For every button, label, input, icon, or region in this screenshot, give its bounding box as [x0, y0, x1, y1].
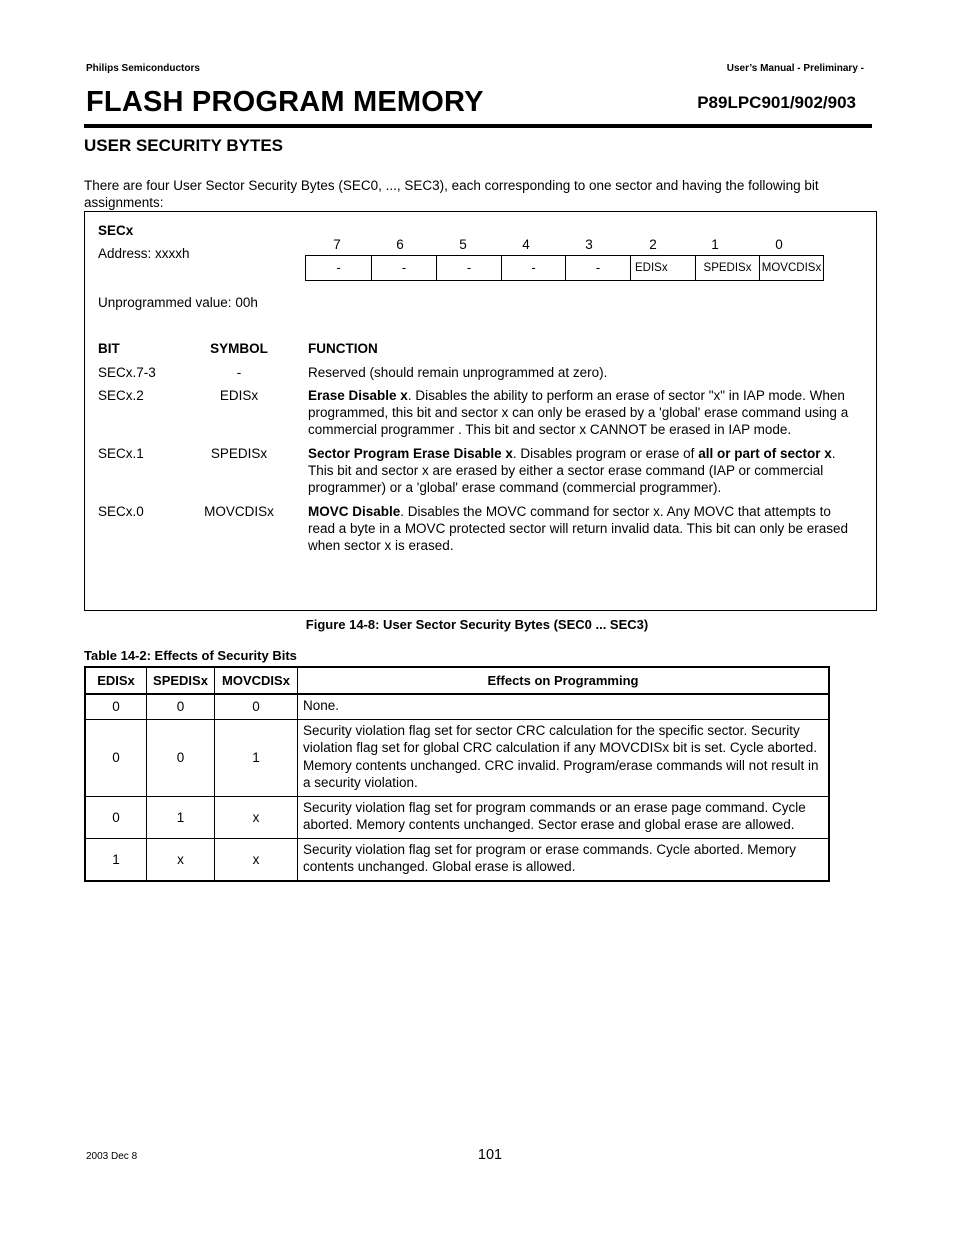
cell-movcdisx: 0 — [215, 694, 298, 719]
header-edisx: EDISx — [85, 667, 147, 694]
header-effects: Effects on Programming — [298, 667, 830, 694]
function-text: . Disables the MOVC command for sector x. Any MOVC that attempts to read a byte in a MOVC protected sector will return invalid data. This bit can only be erased when sector x is erased. — [308, 504, 849, 553]
bit-row-function — [308, 445, 860, 496]
intro-paragraph: There are four User Sector Security Bytes (SEC0, ..., SEC3), each corresponding to one sector and having the following bit assignments: — [84, 178, 819, 210]
cell-spedisx: 0 — [147, 694, 215, 719]
cell-spedisx: 1 — [147, 796, 215, 838]
col-header-function: FUNCTION — [308, 341, 378, 356]
col-header-bit: BIT — [98, 341, 120, 356]
header-rule — [84, 124, 872, 128]
function-emphasis: all or part of sector x — [698, 446, 832, 461]
bit-row-symbol: - — [236, 365, 242, 380]
part-number: P89LPC901/902/903 — [697, 93, 856, 112]
bit-number-5: 5 — [459, 237, 467, 252]
cell-effects: Security violation flag set for program commands or an erase page command. Cycle aborted. Memory contents unchanged. Sector erase and global erase are allowed. — [298, 796, 830, 838]
bit-row-bit: SECx.7-3 — [98, 365, 156, 380]
bit-number-1: 1 — [711, 237, 719, 252]
company-name: Philips Semiconductors — [86, 63, 200, 74]
bit-row-function — [308, 387, 860, 438]
header-spedisx: SPEDISx — [147, 667, 215, 694]
bit-field-row — [305, 255, 824, 281]
cell-movcdisx: x — [215, 838, 298, 881]
cell-movcdisx: x — [215, 796, 298, 838]
bit-number-4: 4 — [522, 237, 530, 252]
register-name: SECx — [98, 223, 134, 238]
cell-movcdisx: 1 — [215, 719, 298, 796]
cell-effects: Security violation flag set for sector CRC calculation for the specific sector. Security violation flag set for global CRC calculation if any MOVCDISx bit is set. Cycle aborted. Memory contents unchanged. CRC invalid. Program/erase commands will not result in a security violation. — [298, 719, 830, 796]
bit-number-2: 2 — [649, 237, 657, 252]
bit-cell-3: - — [565, 256, 630, 280]
function-text: . Disables the ability to perform an erase of sector "x" in IAP mode. When programmed, this bit and sector x can only be erased by a 'global' erase command using a commercial programmer . This bit and sector x CANNOT be erased in IAP mode. — [308, 388, 849, 437]
page-number: 101 — [477, 1147, 503, 1163]
bit-row-function — [308, 364, 860, 381]
bit-row-symbol: SPEDISx — [210, 446, 268, 461]
bit-cell-2: EDISx — [630, 256, 695, 280]
table-row — [85, 719, 829, 796]
page-title: FLASH PROGRAM MEMORY — [86, 86, 484, 118]
unprogrammed-value: Unprogrammed value: 00h — [98, 295, 258, 310]
section-title: USER SECURITY BYTES — [84, 136, 284, 155]
security-effects-table — [84, 666, 830, 882]
bit-number-3: 3 — [585, 237, 593, 252]
function-term: Sector Program Erase Disable x — [308, 446, 513, 461]
table-header-row — [85, 667, 829, 694]
cell-spedisx: 0 — [147, 719, 215, 796]
bit-cell-0: MOVCDISx — [759, 256, 823, 280]
register-address: Address: xxxxh — [98, 246, 190, 261]
header-movcdisx: MOVCDISx — [215, 667, 298, 694]
col-header-symbol: SYMBOL — [210, 341, 268, 356]
function-text: Reserved (should remain unprogrammed at zero). — [308, 365, 608, 380]
cell-edisx: 0 — [85, 796, 147, 838]
bit-number-0: 0 — [775, 237, 783, 252]
bit-row-bit: SECx.2 — [98, 388, 144, 403]
bit-cell-7: - — [336, 260, 341, 275]
table-row — [85, 796, 829, 838]
bit-cell-6: - — [371, 256, 436, 280]
function-term: MOVC Disable — [308, 504, 401, 519]
table-title: Table 14-2: Effects of Security Bits — [84, 648, 297, 663]
cell-edisx: 1 — [85, 838, 147, 881]
figure-caption: Figure 14-8: User Sector Security Bytes (SEC0 ... SEC3) — [305, 617, 649, 632]
cell-effects: Security violation flag set for program or erase commands. Cycle aborted. Memory contents unchanged. Global erase is allowed. — [298, 838, 830, 881]
bit-row-bit: SECx.1 — [98, 446, 144, 461]
function-text-continued: . This bit and sector x are erased by either a sector erase command (IAP or commercial programmer) or a 'global' erase command (commercial programmer). — [308, 446, 836, 495]
bit-row-bit: SECx.0 — [98, 504, 144, 519]
bit-number-6: 6 — [396, 237, 404, 252]
cell-spedisx: x — [147, 838, 215, 881]
table-row — [85, 838, 829, 881]
bit-cell-5: - — [436, 256, 501, 280]
table-row — [85, 694, 829, 719]
bit-number-7: 7 — [333, 237, 341, 252]
bit-cell-4: - — [501, 256, 565, 280]
bit-row-symbol: MOVCDISx — [204, 504, 274, 519]
cell-effects: None. — [298, 694, 830, 719]
manual-label: User’s Manual - Preliminary - — [726, 63, 864, 74]
bit-row-function — [308, 503, 860, 554]
function-term: Erase Disable x — [308, 388, 408, 403]
cell-edisx: 0 — [85, 694, 147, 719]
footer-date: 2003 Dec 8 — [86, 1151, 138, 1162]
cell-edisx: 0 — [85, 719, 147, 796]
bit-cell-1: SPEDISx — [695, 256, 759, 280]
function-text: . Disables program or erase of — [512, 446, 699, 461]
bit-row-symbol: EDISx — [219, 388, 259, 403]
